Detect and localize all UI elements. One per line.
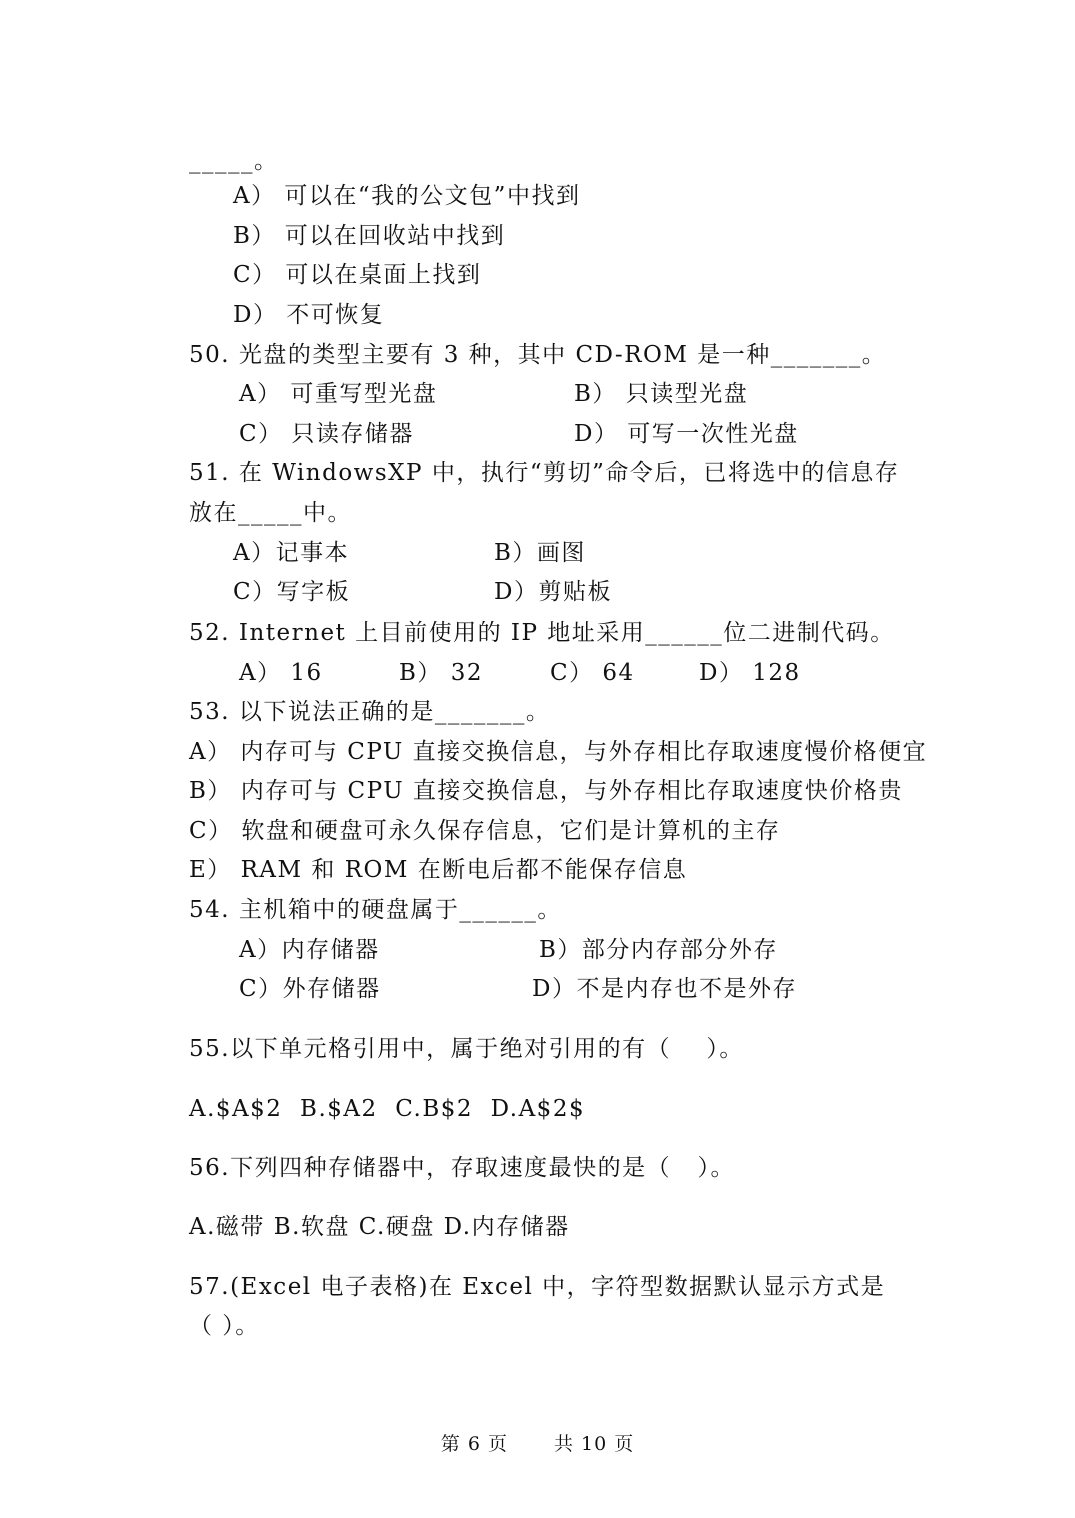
question-57-continued: （ ）。 (189, 1313, 260, 1339)
option-53-c: C） 软盘和硬盘可永久保存信息，它们是计算机的主存 (189, 818, 781, 844)
option-51-b: B）画图 (494, 540, 586, 566)
question-56: 56.下列四种存储器中，存取速度最快的是（ ）。 (189, 1155, 736, 1181)
option-50-a: A） 可重写型光盘 (239, 381, 438, 407)
option-49-c: C） 可以在桌面上找到 (233, 262, 482, 288)
option-53-a: A） 内存可与 CPU 直接交换信息，与外存相比存取速度慢价格便宜 (189, 739, 928, 765)
option-54-a: A）内存储器 (239, 937, 380, 963)
page-total: 共 10 页 (553, 1433, 635, 1455)
question-54: 54. 主机箱中的硬盘属于______。 (189, 897, 562, 923)
question-52: 52. Internet 上目前使用的 IP 地址采用______位二进制代码。 (189, 620, 895, 646)
answer-blank-line: _____。 (189, 148, 279, 174)
option-51-c: C）写字板 (233, 579, 351, 605)
question-50: 50. 光盘的类型主要有 3 种，其中 CD-ROM 是一种_______。 (189, 342, 887, 368)
option-54-b: B）部分内存部分外存 (539, 937, 778, 963)
option-52-b: B） 32 (399, 660, 483, 686)
question-57: 57.(Excel 电子表格)在 Excel 中，字符型数据默认显示方式是 (189, 1274, 886, 1300)
question-55: 55.以下单元格引用中，属于绝对引用的有（ ）。 (189, 1036, 744, 1062)
page-number: 第 6 页 (440, 1433, 508, 1455)
option-52-c: C） 64 (550, 660, 635, 686)
option-49-a: A） 可以在“我的公文包”中找到 (233, 183, 581, 209)
options-55: A.$A$2 B.$A2 C.B$2 D.A$2$ (189, 1096, 586, 1122)
question-51: 51. 在 WindowsXP 中，执行“剪切”命令后，已将选中的信息存 (189, 460, 900, 486)
option-52-d: D） 128 (699, 660, 801, 686)
question-51-continued: 放在_____中。 (189, 500, 352, 526)
option-54-c: C）外存储器 (239, 976, 381, 1002)
question-53: 53. 以下说法正确的是_______。 (189, 699, 551, 725)
option-52-a: A） 16 (239, 660, 323, 686)
option-51-d: D）剪贴板 (494, 579, 612, 605)
option-50-b: B） 只读型光盘 (574, 381, 749, 407)
option-53-b: B） 内存可与 CPU 直接交换信息，与外存相比存取速度快价格贵 (189, 778, 903, 804)
page-footer (0, 1431, 1075, 1457)
option-49-b: B） 可以在回收站中找到 (233, 223, 506, 249)
option-50-c: C） 只读存储器 (239, 421, 414, 447)
option-51-a: A）记事本 (233, 540, 350, 566)
option-50-d: D） 可写一次性光盘 (574, 421, 799, 447)
option-49-d: D） 不可恢复 (233, 302, 385, 328)
options-56: A.磁带 B.软盘 C.硬盘 D.内存储器 (189, 1214, 570, 1240)
option-54-d: D）不是内存也不是外存 (532, 976, 797, 1002)
option-53-e: E） RAM 和 ROM 在断电后都不能保存信息 (189, 857, 688, 883)
